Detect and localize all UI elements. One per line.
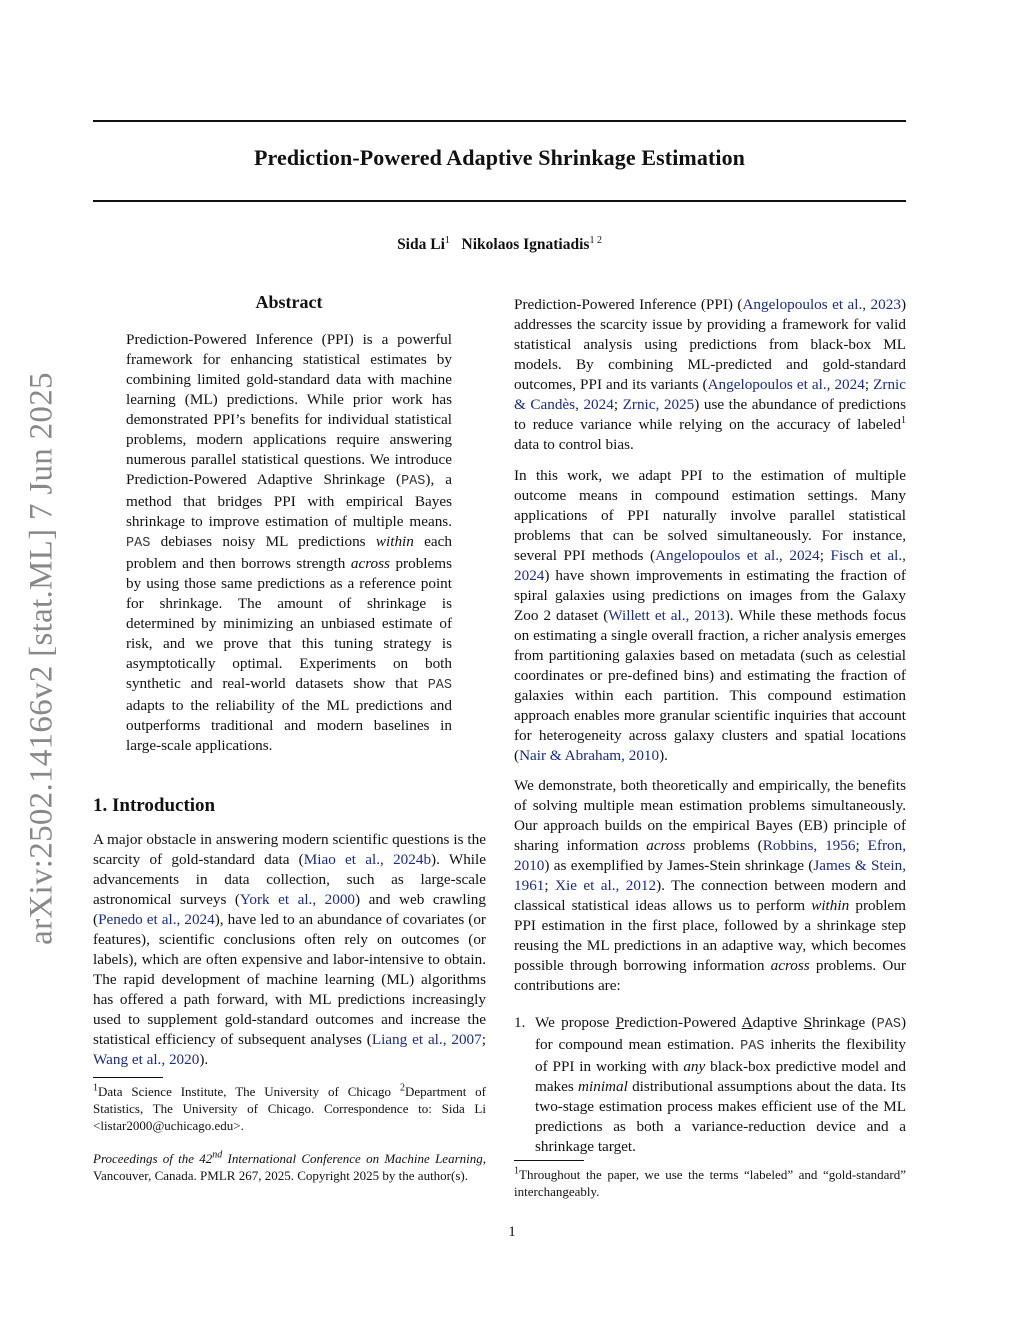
- author-list: [93, 236, 906, 254]
- citation-link[interactable]: Penedo et al., 2024: [98, 911, 215, 928]
- arxiv-stamp: arXiv:2502.14166v2 [stat.ML] 7 Jun 2025: [23, 372, 60, 945]
- labeled-footnote: $^1$Throughout the paper, we use the terms “labeled” and “gold-standard” interchangeably.: [514, 1165, 906, 1199]
- citation-link[interactable]: Zrnic & Candès, 2024: [514, 376, 906, 413]
- body-paragraph: Prediction-Powered Inference (PPI) (Angelopoulos et al., 2023) addresses the scarcity issue by providing a framework for valid statistical analysis using predictions from black-box ML models. By combining ML-predicted and gold-standard outcomes, PPI and its variants (Angelopoulos et al., 2024; Zrnic & Candès, 2024; Zrnic, 2025) use the abundance of predictions to reduce variance while relying on the accuracy of labeled$^1$ data to control bias.: [514, 296, 906, 453]
- method-name: PAS: [401, 474, 426, 489]
- abstract-heading: Abstract: [255, 292, 323, 312]
- method-name: PAS: [126, 536, 151, 551]
- citation-link[interactable]: Willett et al., 2013: [608, 607, 725, 624]
- list-number: 1.: [514, 1014, 526, 1031]
- footnote-rule: [93, 1077, 163, 1078]
- method-name: PAS: [740, 1039, 765, 1054]
- author-affil: 1 2: [589, 234, 602, 246]
- citation-link[interactable]: Wang et al., 2020: [93, 1051, 200, 1068]
- citation-link[interactable]: York et al., 2000: [239, 891, 356, 908]
- proceedings-note: Proceedings of the 42nd International Conference on Machine Learning, Vancouver, Canada. PMLR 267, 2025. Copyright 2025 by the author(s).: [93, 1149, 486, 1183]
- author-name: Sida Li: [397, 236, 445, 253]
- citation-link[interactable]: Miao et al., 2024b: [303, 851, 432, 868]
- footnote-rule: [514, 1160, 584, 1161]
- citation-link[interactable]: Liang et al., 2007: [371, 1031, 482, 1048]
- citation-link[interactable]: Angelopoulos et al., 2024: [707, 376, 865, 393]
- body-paragraph: We demonstrate, both theoretically and empirically, the benefits of solving multiple mean estimation problems simultaneously. Our approach builds on the empirical Bayes (EB) principle of sharing information across problems (Robbins, 1956; Efron, 2010) as exemplified by James-Stein shrinkage (James & Stein, 1961; Xie et al., 2012). The connection between modern and classical statistical ideas allows us to perform within problem PPI estimation in the first place, followed by a shrinkage step reusing the ML predictions in an adaptive way, which becomes possible through borrowing information across problems. Our contributions are:: [514, 777, 906, 994]
- list-item: We propose Prediction-Powered Adaptive Shrinkage (PAS) for compound mean estimation. PAS inherits the flexibility of PPI in working with any black-box predictive model and makes minimal distributional assumptions about the data. Its two-stage estimation process makes efficient use of the ML predictions as both a variance-reduction device and a shrinkage target.: [535, 1014, 906, 1155]
- paper-title: Prediction-Powered Adaptive Shrinkage Estimation: [253, 145, 746, 170]
- citation-link[interactable]: Fisch et al., 2024: [514, 547, 906, 584]
- abstract-text: Prediction-Powered Inference (PPI) is a powerful framework for enhancing statistical estimates by combining limited gold-standard data with machine learning (ML) predictions. While prior work has demonstrated PPI’s benefits for individual statistical problems, modern applications require answering numerous parallel statistical questions. We introduce Prediction-Powered Adaptive Shrinkage (PAS), a method that bridges PPI with empirical Bayes shrinkage to improve estimation of multiple means. PAS debiases noisy ML predictions within each problem and then borrows strength across problems by using those same predictions as a reference point for shrinkage. The amount of shrinkage is determined by minimizing an unbiased estimate of risk, and we prove that this tuning strategy is asymptotically optimal. Experiments on both synthetic and real-world datasets show that PAS adapts to the reliability of the ML predictions and outperforms traditional and modern baselines in large-scale applications.: [126, 331, 452, 754]
- citation-link[interactable]: Angelopoulos et al., 2023: [742, 296, 901, 313]
- citation-link[interactable]: Zrnic, 2025: [622, 396, 695, 413]
- page-number: 1: [508, 1224, 516, 1240]
- contributions-list: [514, 1013, 906, 1157]
- citation-link[interactable]: James & Stein, 1961: [514, 857, 906, 894]
- intro-paragraph: A major obstacle in answering modern scientific questions is the scarcity of gold-standard data (Miao et al., 2024b). While advancements in data collection, such as large-scale astronomical surveys (York et al., 2000) and web crawling (Penedo et al., 2024), have led to an abundance of covariates (or features), scientific conclusions often rely on outcomes (or labels), which are often expensive and labor-intensive to obtain. The rapid development of machine learning (ML) algorithms has offered a path forward, with ML predictions increasingly used to supplement gold-standard outcomes and increase the statistical efficiency of subsequent analyses (Liang et al., 2007; Wang et al., 2020).: [93, 831, 486, 1068]
- citation-link[interactable]: Robbins, 1956: [762, 837, 856, 854]
- method-name: PAS: [876, 1017, 901, 1032]
- affiliation-footnote: $^1$Data Science Institute, The University of Chicago $^2$Department of Statistics, The University of Chicago. Correspondence to: Sida Li <listar2000@uchicago.edu>.: [93, 1082, 487, 1133]
- citation-link[interactable]: Angelopoulos et al., 2024: [655, 547, 820, 564]
- citation-link[interactable]: Nair & Abraham, 2010: [519, 747, 660, 764]
- author-affil: 1: [444, 234, 450, 246]
- title-rule-bottom: [93, 200, 906, 202]
- citation-link[interactable]: Xie et al., 2012: [555, 877, 657, 894]
- method-name: PAS: [427, 678, 452, 693]
- citation-link[interactable]: Efron, 2010: [514, 837, 906, 874]
- author-name: Nikolaos Ignatiadis: [461, 236, 590, 253]
- body-paragraph: In this work, we adapt PPI to the estimation of multiple outcome means in compound estimation settings. Many applications of PPI naturally involve parallel statistical problems that can be solved simultaneously. For instance, several PPI methods (Angelopoulos et al., 2024; Fisch et al., 2024) have shown improvements in estimating the fraction of spiral galaxies using predictions on images from the Galaxy Zoo 2 dataset (Willett et al., 2013). While these methods focus on estimating a single overall fraction, a richer analysis emerges from partitioning galaxies based on metadata (such as celestial coordinates or pre-defined bins) and estimating the fraction of galaxies within each partition. This compound estimation approach enables more granular scientific inquiries that account for heterogeneity across galaxy clusters and spatial locations (Nair & Abraham, 2010).: [514, 467, 906, 764]
- title-rule-top: [93, 120, 906, 122]
- footnote-marker: 1: [901, 414, 906, 426]
- section-heading: 1. Introduction: [93, 795, 216, 816]
